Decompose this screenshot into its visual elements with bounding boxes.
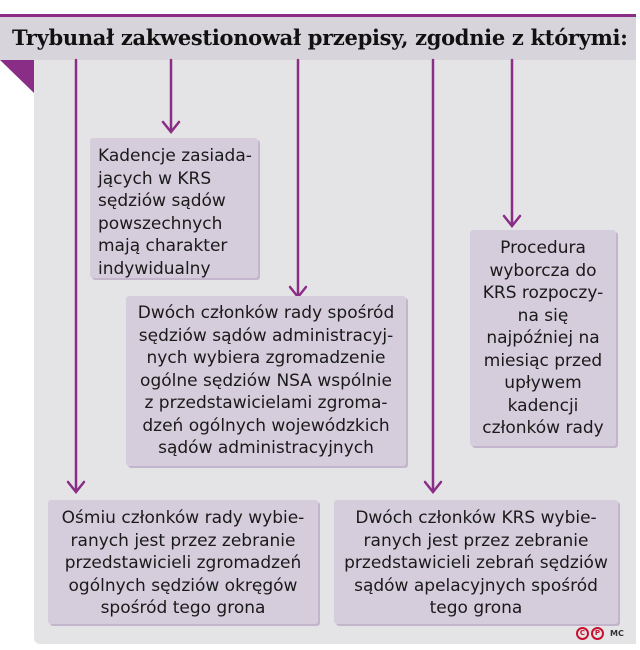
box-dwoch-nsa-line: nych wybiera zgromadzenie bbox=[146, 348, 386, 368]
box-procedura-line: upływem bbox=[504, 373, 582, 393]
box-kadencje-line: sędziów sądów bbox=[98, 191, 226, 211]
box-dwoch-krs-line: tego grona bbox=[429, 598, 523, 618]
box-procedura bbox=[470, 230, 616, 446]
box-procedura-line: KRS rozpoczy- bbox=[482, 283, 604, 303]
copyright-c-icon: C bbox=[576, 627, 589, 640]
box-osmiu-line: przedstawicieli zgromadzeń bbox=[64, 553, 302, 573]
box-dwoch-krs-line: ranych jest przez zebranie bbox=[363, 530, 589, 551]
page-title: Trybunał zakwestionował przepisy, zgodnie z którymi: bbox=[12, 25, 628, 50]
box-osmiu-line: spośród tego grona bbox=[100, 598, 266, 618]
box-kadencje bbox=[90, 138, 258, 278]
box-osmiu-line: ogólnych sędziów okręgów bbox=[68, 575, 298, 596]
box-dwoch-nsa-line: Dwóch członków rady spośród bbox=[137, 303, 395, 323]
box-osmiu-line: Ośmiu członków rady wybie- bbox=[61, 508, 305, 528]
box-dwoch-krs bbox=[334, 500, 618, 624]
box-dwoch-nsa-line: z przedstawicielami zgroma- bbox=[144, 393, 388, 413]
box-dwoch-nsa-line: sędziów sądów administracyj- bbox=[138, 325, 394, 346]
box-dwoch-nsa-line: dzeń ogólnych wojewódzkich bbox=[142, 415, 390, 436]
box-dwoch-nsa-line: ogólne sędziów NSA wspólnie bbox=[140, 370, 392, 391]
box-osmiu-line: ranych jest przez zebranie bbox=[70, 530, 296, 551]
box-procedura-line: członków rady bbox=[482, 418, 604, 438]
box-dwoch-krs-line: sądów apelacyjnych spośród bbox=[354, 575, 598, 596]
box-kadencje-line: jących w KRS bbox=[98, 168, 212, 189]
box-procedura-line: miesiąc przed bbox=[483, 350, 603, 371]
copyright-logo bbox=[576, 625, 624, 641]
box-dwoch-krs-line: Dwóch członków KRS wybie- bbox=[355, 508, 597, 528]
box-procedura-line: wyborcza do bbox=[489, 260, 597, 281]
box-dwoch-nsa-line: sądów administracyjnych bbox=[158, 438, 374, 458]
box-osmiu bbox=[48, 500, 318, 624]
box-kadencje-line: indywidualny bbox=[98, 258, 211, 279]
box-kadencje-line: Kadencje zasiada- bbox=[98, 146, 252, 166]
box-dwoch-krs-line: przedstawicieli zebrań sędziów bbox=[344, 553, 608, 573]
box-procedura-line: kadencji bbox=[507, 395, 579, 416]
author-credit: MC bbox=[610, 628, 624, 638]
box-procedura-line: najpóźniej na bbox=[486, 328, 600, 348]
box-procedura-line: Procedura bbox=[500, 238, 586, 258]
box-procedura-line: na się bbox=[517, 305, 569, 326]
box-kadencje-line: mają charakter bbox=[98, 236, 228, 256]
box-kadencje-line: powszechnych bbox=[98, 213, 223, 234]
box-dwoch-nsa bbox=[126, 296, 406, 466]
copyright-p-icon: P bbox=[591, 627, 604, 640]
